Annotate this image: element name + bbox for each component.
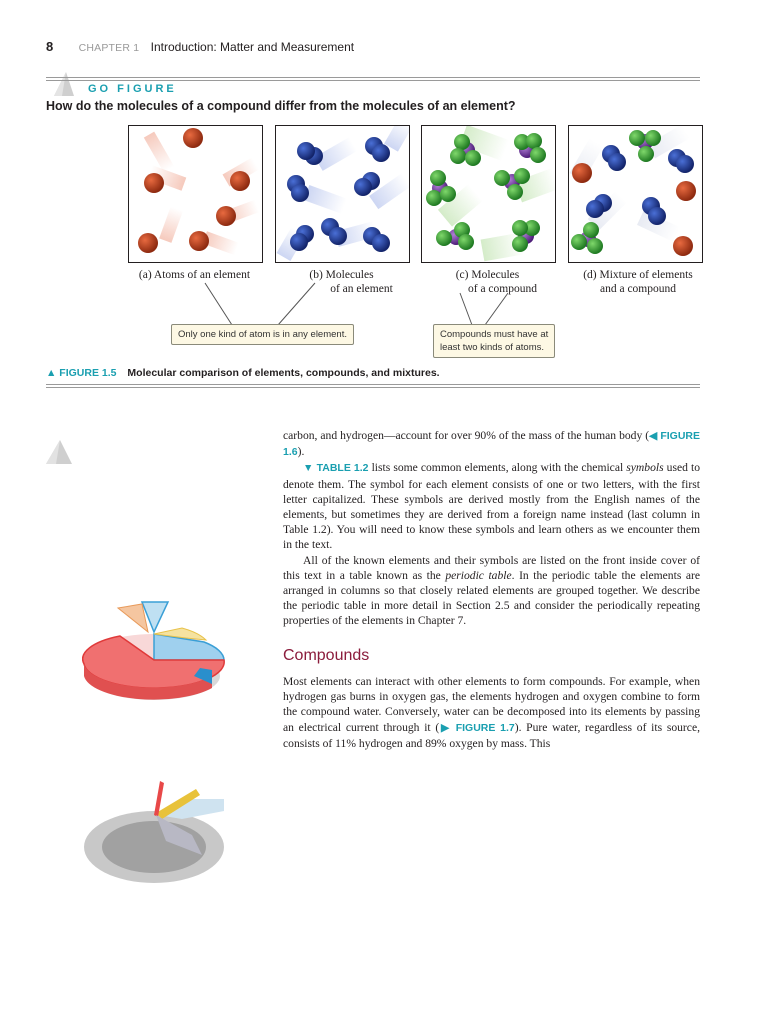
molecule (586, 200, 604, 218)
atom (189, 231, 209, 251)
molecule (329, 227, 347, 245)
margin-triangle-icon (44, 438, 74, 466)
molecule (676, 155, 694, 173)
go-figure-triangle-icon (46, 70, 76, 98)
molecule (608, 153, 626, 171)
running-head (46, 39, 354, 55)
body-text-compounds (283, 674, 700, 751)
callout-pointers (160, 280, 580, 330)
figure-caption (46, 367, 440, 379)
atom (216, 206, 236, 226)
figure-bottom-rule (46, 384, 700, 388)
go-figure-top-rule (46, 77, 700, 81)
atom (138, 233, 158, 253)
panel-mixture (568, 125, 703, 263)
figure-1-6-link[interactable]: ◀ FIGURE 1.6 (283, 430, 700, 459)
chapter-title: Introduction: Matter and Measurement (150, 40, 355, 54)
paragraph: ▼ TABLE 1.2 lists some common elements, along with the chemical symbols used to denote them. The symbol for each element consists of one or two letters, with the first letter capitalized. These symbols are derived mostly from the English names of the elements, but sometimes they are derived from a foreign name instead (last column in Table 1.2). You will need to know these symbols and learn others as we encounter them in the text. (283, 461, 701, 552)
molecule (297, 142, 315, 160)
page-number: 8 (46, 39, 54, 54)
callout-element: Only one kind of atom is in any element. (171, 324, 354, 345)
section-heading: Compounds (283, 647, 370, 664)
figure-caption-text: Molecular comparison of elements, compounds, and mixtures. (127, 367, 440, 379)
table-1-2-link[interactable]: ▼ TABLE 1.2 (303, 462, 369, 475)
molecule (372, 144, 390, 162)
molecule (648, 207, 666, 225)
atom (572, 163, 592, 183)
caption-a: (a) Atoms of an element (138, 269, 251, 281)
panel-molecules-of-compound (421, 125, 556, 263)
molecule (426, 170, 456, 206)
go-figure-question: How do the molecules of a compound differ from the molecules of an element? (46, 99, 516, 113)
atom (676, 181, 696, 201)
pie-chart-illustration (82, 598, 242, 708)
molecule (290, 233, 308, 251)
panel-molecules-of-element (275, 125, 410, 263)
molecule (372, 234, 390, 252)
figure-number: ▲ FIGURE 1.5 (46, 367, 117, 379)
paragraph: carbon, and hydrogen—account for over 90% of the mass of the human body (◀ FIGURE 1.6). (283, 429, 700, 459)
paragraph: Most elements can interact with other elements to form compounds. For example, when hydrogen gas burns in oxygen gas, the elements hydrogen and oxygen combine to form the compound water. Conversely, water can be decomposed into its elements by passing an electrical current through it (▶ FIGURE 1.7). Pure water, regardless of its source, consists of 11% hydrogen and 89% oxygen by mass. This (283, 675, 700, 750)
go-figure-label: GO FIGURE (88, 83, 177, 95)
molecule (291, 184, 309, 202)
molecule (571, 222, 603, 254)
atom (183, 128, 203, 148)
caption-c: (c) Molecules of a compound (455, 269, 537, 295)
atom (144, 173, 164, 193)
chapter-label: CHAPTER 1 (78, 42, 140, 54)
molecule (354, 178, 372, 196)
atom (230, 171, 250, 191)
callout-compound: Compounds must have at least two kinds of atoms. (433, 324, 555, 358)
body-text (283, 428, 700, 629)
prism-illustration (82, 775, 232, 890)
atom (673, 236, 693, 256)
paragraph: All of the known elements and their symbols are listed on the front inside cover of this text in a table known as the periodic table. In the periodic table the elements are arranged in columns so that closely related elements are grouped together. We describe the periodic table in more detail in Section 2.5 and consider the periodically repeating properties of the elements in Chapter 7. (283, 553, 700, 628)
molecule (436, 222, 474, 250)
figure-1-7-link[interactable]: ▶ FIGURE 1.7 (439, 721, 515, 734)
molecule (514, 133, 546, 163)
panel-atoms-of-element (128, 125, 263, 263)
caption-d: (d) Mixture of elements and a compound (583, 269, 693, 295)
caption-b: (b) Molecules of an element (309, 269, 393, 295)
